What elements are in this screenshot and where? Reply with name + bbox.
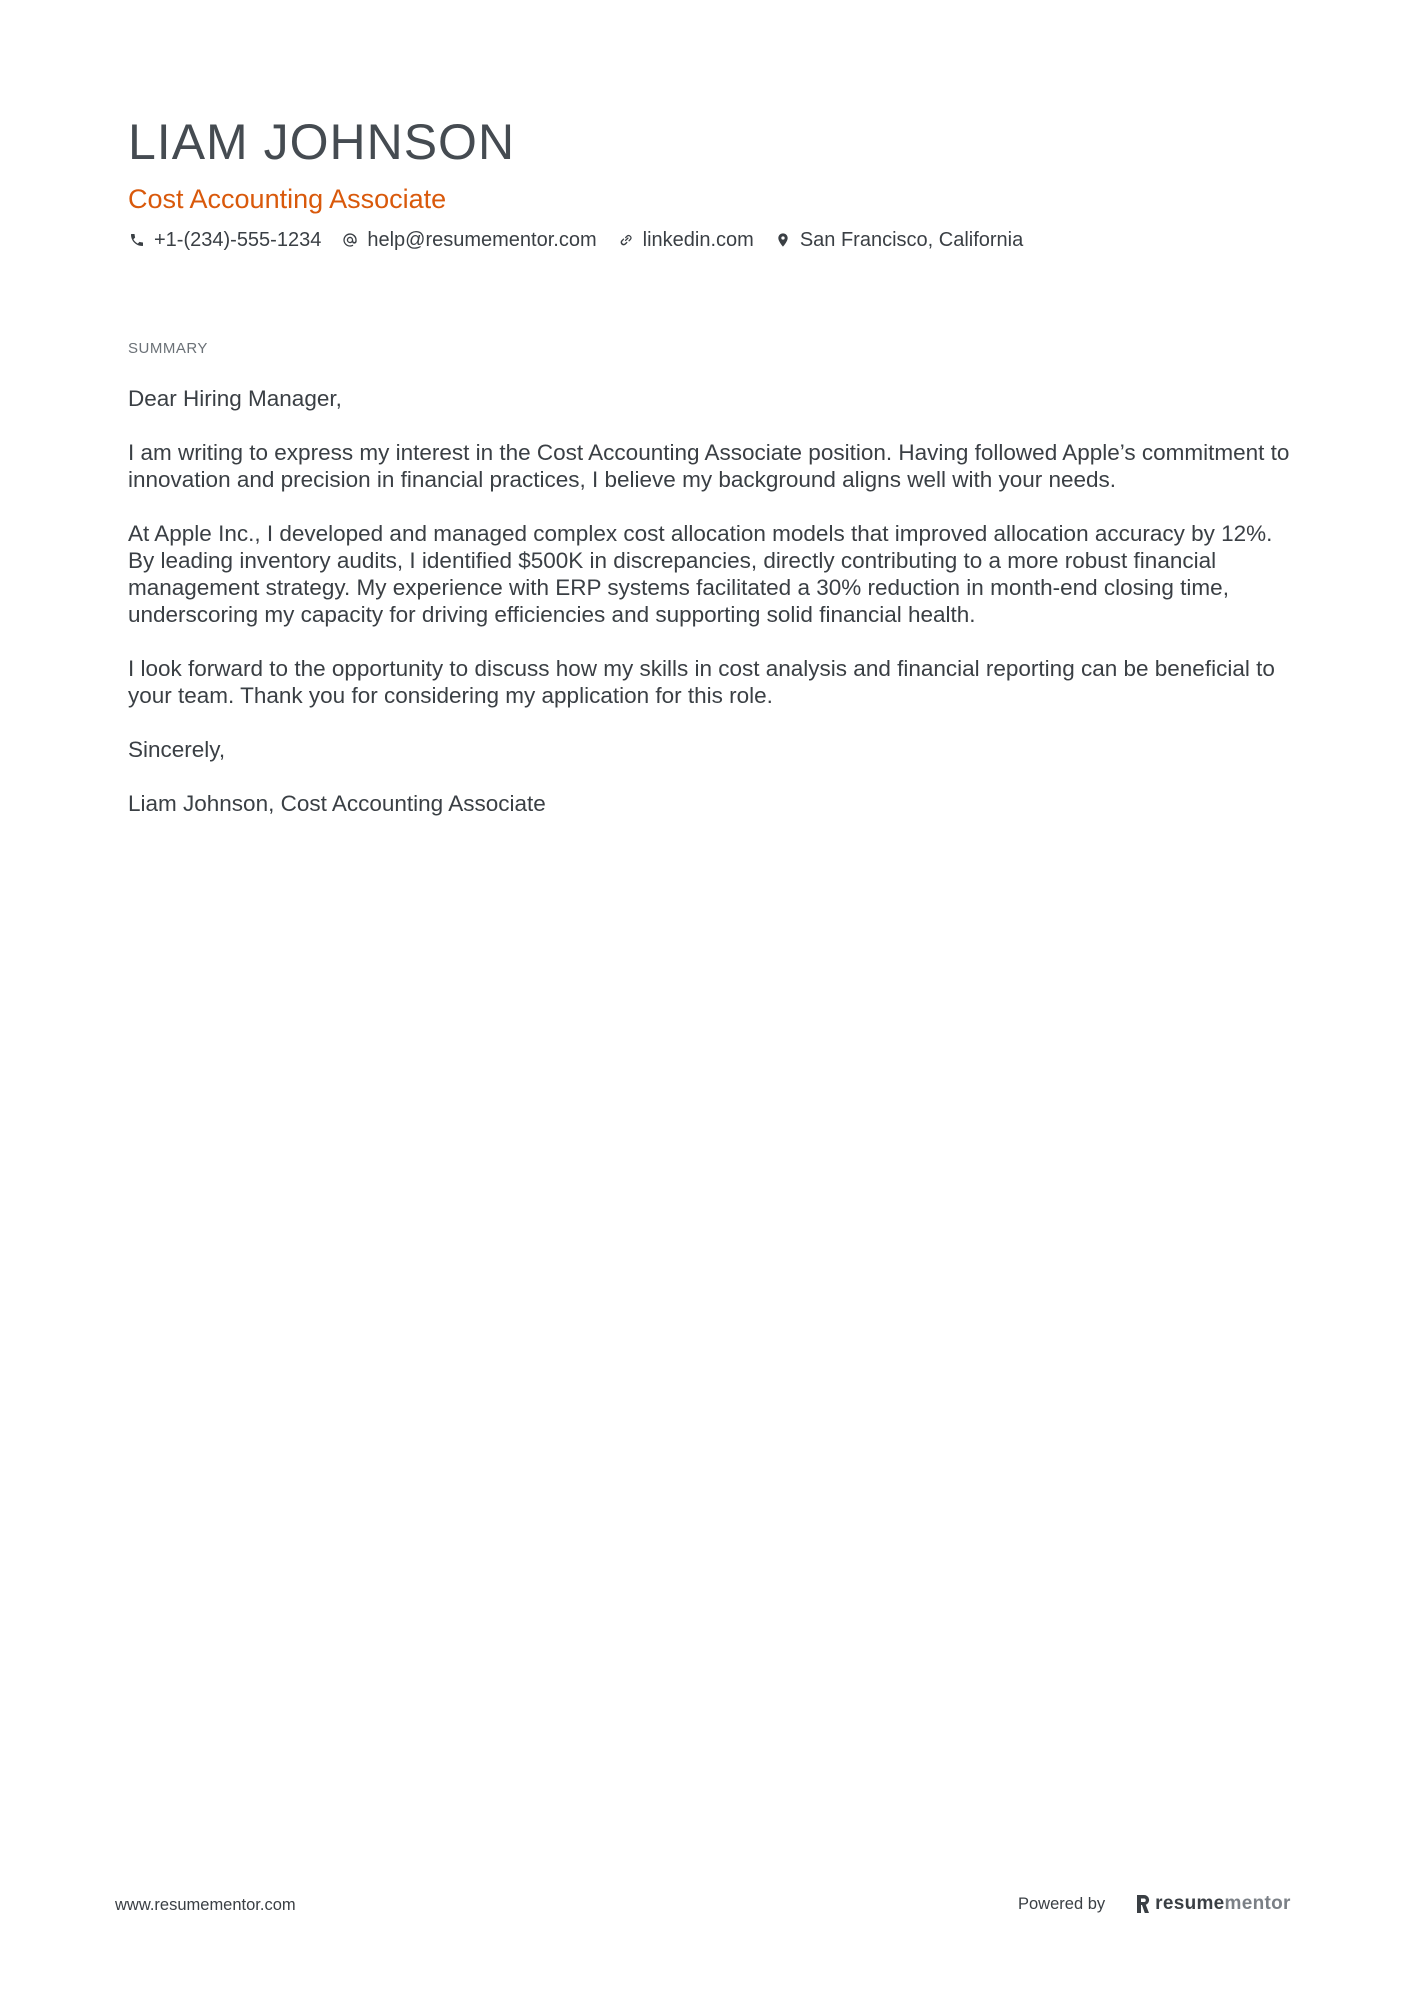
footer-website-link[interactable]: www.resumementor.com [115,1896,296,1914]
letter-signature: Liam Johnson, Cost Accounting Associate [128,791,546,816]
linkedin-text: linkedin.com [642,228,754,251]
brand-name-light: mentor [1224,1893,1291,1914]
section-heading-summary: SUMMARY [128,340,208,357]
contact-email [341,229,596,252]
contact-location [774,229,1023,252]
candidate-name: LIAM JOHNSON [128,114,516,170]
powered-by [1018,1891,1291,1917]
job-title: Cost Accounting Associate [128,184,447,214]
letter-salutation: Dear Hiring Manager, [128,386,342,411]
letter-paragraph: At Apple Inc., I developed and managed complex cost allocation models that improved allocation accuracy by 12%. By leading inventory audits, I identified $500K in discrepancies, directly contributing to a more robust financial management strategy. My experience with ERP systems facilitated a 30% reduction in month-end closing time, underscoring my capacity for driving efficiencies and supporting solid financial health. [128,521,1273,627]
letter-closing: Sincerely, [128,737,226,762]
email-text: help@resumementor.com [367,228,597,251]
letter-paragraph: I look forward to the opportunity to discuss how my skills in cost analysis and financial reporting can be beneficial to your team. Thank you for considering my application for this role. [128,656,1275,708]
location-text: San Francisco, California [799,228,1024,251]
contact-linkedin [617,229,754,252]
contact-row [128,226,1043,254]
location-pin-icon [774,231,792,249]
link-icon [617,231,635,249]
phone-text: +1-(234)-555-1234 [154,228,322,251]
letter-paragraph: I am writing to express my interest in the Cost Accounting Associate position. Having followed Apple’s commitment to innovation and precision in financial practices, I believe my background aligns well with your needs. [128,440,1290,492]
powered-by-label: Powered by [1018,1894,1106,1913]
at-icon [341,231,359,249]
brand-name-strong: resume [1155,1893,1225,1914]
letter-body [128,385,1293,844]
contact-phone [128,229,321,252]
phone-icon [128,231,146,249]
brand-logo[interactable] [1135,1893,1291,1915]
resumementor-logo-icon [1135,1894,1151,1914]
